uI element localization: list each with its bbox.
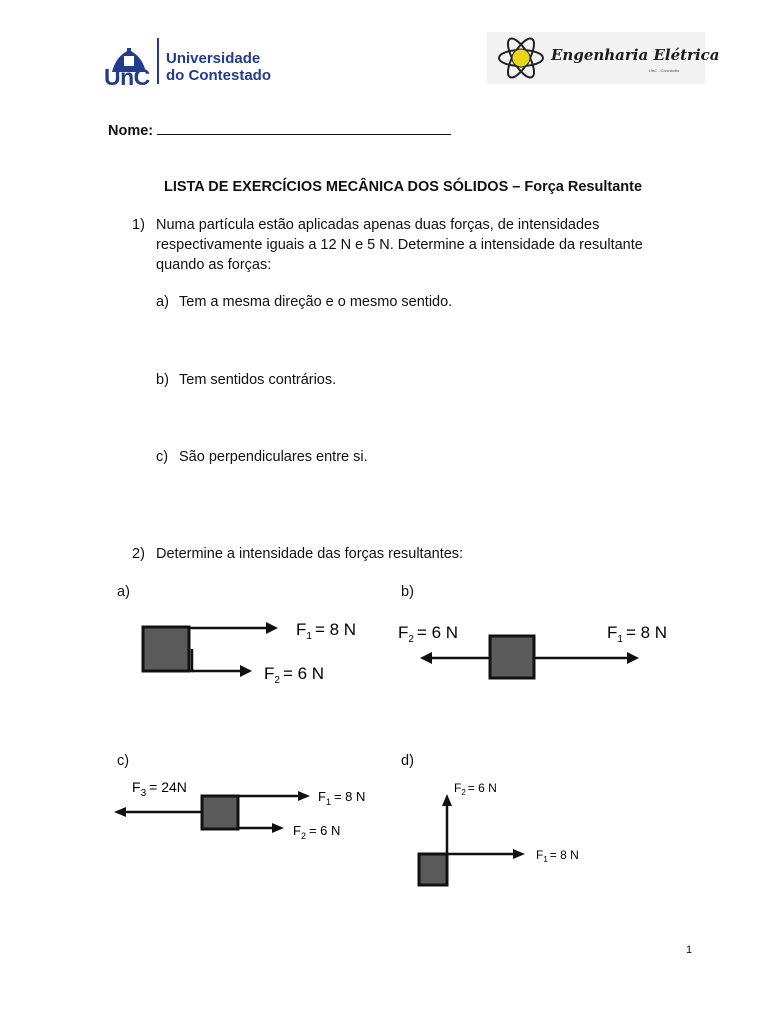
- q1-line3: quando as forças:: [156, 257, 272, 273]
- q1a-text: Tem a mesma direção e o mesmo sentido.: [179, 294, 453, 310]
- block: [490, 636, 534, 678]
- nome-label: Nome:: [108, 123, 154, 139]
- unc-name: [166, 50, 271, 84]
- q1a-label: a): [156, 294, 169, 310]
- f1-label: $F_1 = 8$ N: [296, 620, 357, 642]
- f1-label: $F_1 = 8$ N: [607, 623, 668, 645]
- block: [202, 796, 238, 829]
- q1-number: 1): [132, 217, 145, 233]
- f3-arrowhead: [114, 807, 126, 817]
- q1b-label: b): [156, 372, 169, 388]
- diagram-d: [408, 776, 608, 891]
- q1c-label: c): [156, 449, 169, 465]
- title-sub: Força Resultante: [524, 179, 643, 195]
- f2-label: $F_2 = 6$ N: [454, 781, 497, 797]
- q2-number: 2): [132, 546, 145, 562]
- f1-label: $F_1 = 8$ N: [318, 789, 366, 807]
- atom-icon: [495, 36, 547, 80]
- f2-arrowhead: [240, 665, 252, 677]
- f3-label: $F_3 = 24N$: [132, 779, 187, 799]
- diagram-a-label: a): [117, 584, 130, 600]
- f1-arrowhead: [513, 849, 525, 859]
- eng-sub: UnC - Concórdia: [649, 68, 679, 73]
- unc-logo: [100, 34, 280, 90]
- block: [143, 627, 189, 671]
- q1c-text: São perpendiculares entre si.: [179, 449, 368, 465]
- page-title: [0, 177, 768, 197]
- f1-arrowhead: [298, 791, 310, 801]
- diagram-c: [110, 776, 380, 846]
- nome-underline[interactable]: [157, 120, 451, 135]
- logo-divider: [157, 38, 159, 84]
- title-main: LISTA DE EXERCÍCIOS MECÂNICA DOS SÓLIDOS: [163, 179, 509, 195]
- diagram-b: [396, 618, 686, 688]
- f1-label: $F_1 = 8$ N: [536, 848, 579, 864]
- f1-arrowhead: [627, 652, 639, 664]
- unc-name-line2: do Contestado: [166, 67, 271, 84]
- diagram-d-label: d): [401, 753, 414, 769]
- unc-name-line1: Universidade: [166, 50, 261, 67]
- eng-title: Engenharia Elétrica: [551, 46, 720, 64]
- f2-label: $F_2 = 6$ N: [398, 623, 459, 645]
- q1-line2: respectivamente iguais a 12 N e 5 N. Determine a intensidade da resultante: [156, 237, 643, 253]
- unc-abbrev: UnC: [104, 64, 150, 90]
- q1b-text: Tem sentidos contrários.: [179, 372, 337, 388]
- diagram-a: [130, 605, 380, 695]
- f2-arrowhead: [272, 823, 284, 833]
- q1-line1: Numa partícula estão aplicadas apenas duas forças, de intensidades: [156, 217, 600, 233]
- f2-label: $F_2 = 6$ N: [293, 823, 341, 841]
- nome-field: [108, 120, 451, 141]
- f2-arrowhead: [442, 794, 452, 806]
- engenharia-logo: [487, 32, 720, 84]
- block: [419, 854, 447, 885]
- diagram-b-label: b): [401, 584, 414, 600]
- title-dash: –: [508, 179, 525, 195]
- f2-arrowhead: [420, 652, 432, 664]
- f1-arrowhead: [266, 622, 278, 634]
- q2-text: Determine a intensidade das forças resultantes:: [156, 546, 464, 562]
- page-number: 1: [686, 944, 693, 956]
- diagram-c-label: c): [117, 753, 130, 769]
- f2-label: $F_2 = 6$ N: [264, 664, 325, 686]
